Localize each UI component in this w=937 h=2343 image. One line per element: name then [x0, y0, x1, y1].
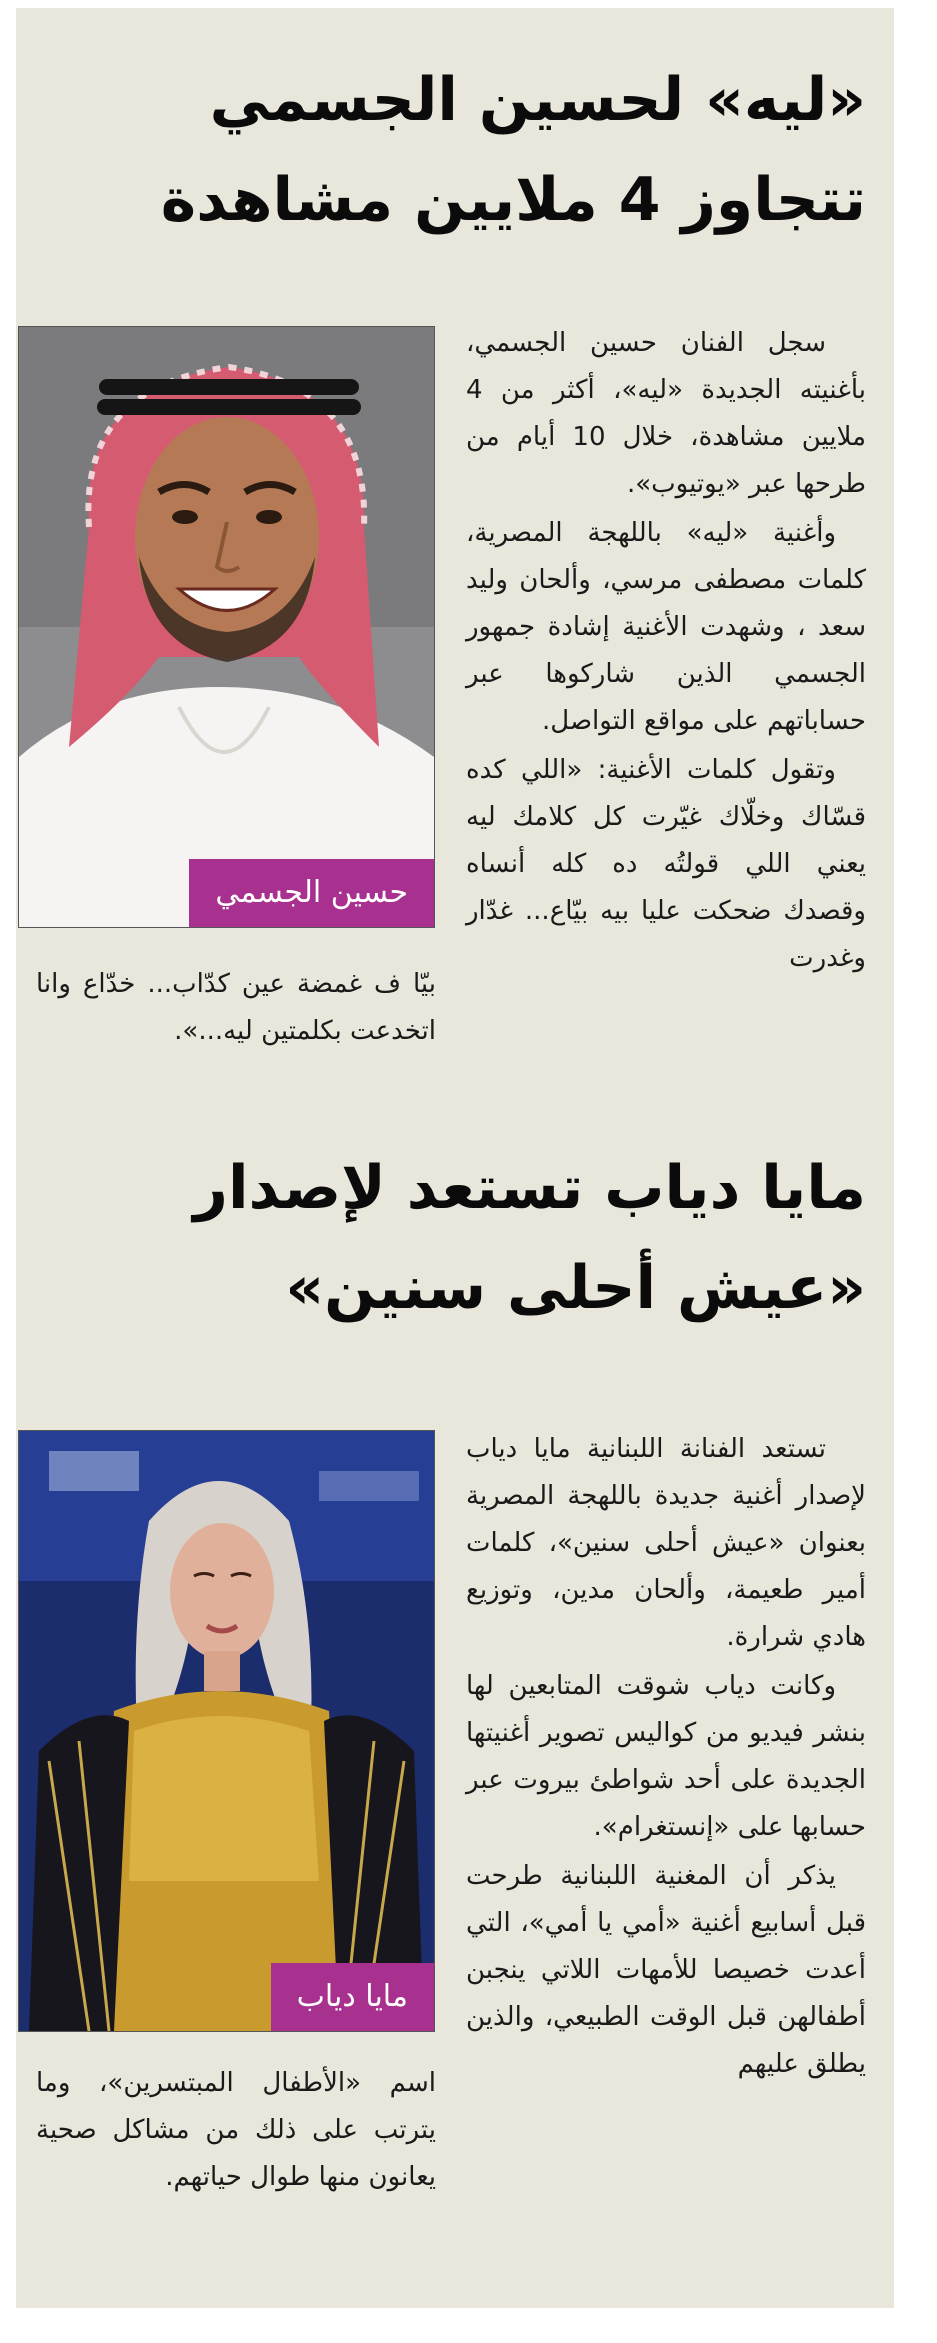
article1-photo-caption: حسين الجسمي — [189, 859, 434, 927]
newspaper-page — [16, 8, 894, 2308]
article1-headline-line1: «ليه» لحسين الجسمي — [209, 65, 866, 135]
article2-photo — [18, 1430, 435, 2032]
singer-portrait-image — [19, 327, 434, 927]
article1-paragraph: وأغنية «ليه» باللهجة المصرية، كلمات مصطفى مرسي، وألحان وليد سعد ، وشهدت الأغنية إشادة جمهور الجسمي الذين شاركوها عبر حساباتهم على مواقع التواصل. — [466, 518, 866, 736]
article1-body — [466, 320, 866, 984]
article1-headline-line2: تتجاوز 4 ملايين مشاهدة — [160, 165, 866, 235]
article2-headline-line2: «عيش أحلى سنين» — [285, 1253, 866, 1323]
article1-photo — [18, 326, 435, 928]
article2-body — [466, 1426, 866, 2090]
article2-continuation: اسم «الأطفال المبتسرين»، وما يترتب على ذلك من مشاكل صحية يعانون منها طوال حياتهم. — [36, 2068, 436, 2192]
article2-headline-line1: مايا دياب تستعد لإصدار — [193, 1153, 866, 1223]
article2-headline — [36, 1138, 866, 1338]
singer-portrait-image — [19, 1431, 434, 2031]
article2-paragraph: يذكر أن المغنية اللبنانية طرحت قبل أسابيع أغنية «أمي يا أمي»، التي أعدت خصيصا للأمهات اللاتي ينجبن أطفالهن قبل الوقت الطبيعي، والذين يطلق عليهم — [466, 1861, 866, 2079]
article1-headline — [36, 50, 866, 250]
article2-paragraph: وكانت دياب شوقت المتابعين لها بنشر فيديو من كواليس تصوير أغنيتها الجديدة على أحد شواطئ بيروت عبر حسابها على «إنستغرام». — [466, 1671, 866, 1842]
article1-paragraph: سجل الفنان حسين الجسمي، بأغنيته الجديدة «ليه»، أكثر من 4 ملايين مشاهدة، خلال 10 أيام من طرحها عبر «يوتيوب». — [466, 328, 867, 499]
article1-lyrics-continuation: بيّا ف غمضة عين كدّاب... خدّاع وانا اتخدعت بكلمتين ليه...». — [36, 969, 436, 1046]
article1-paragraph: وتقول كلمات الأغنية: «اللي كده قسّاك وخلّاك غيّرت كل كلامك ليه يعني اللي قولتُه ده كله أنساه وقصدك ضحكت عليا بيه بيّاع... غدّار وغدرت — [466, 755, 866, 973]
article2-paragraph: تستعد الفنانة اللبنانية مايا دياب لإصدار أغنية جديدة باللهجة المصرية بعنوان «عيش أحلى سنين»، كلمات أمير طعيمة، وألحان مدين، وتوزيع هادي شرارة. — [466, 1434, 866, 1652]
article2-photo-caption: مايا دياب — [271, 1963, 434, 2031]
